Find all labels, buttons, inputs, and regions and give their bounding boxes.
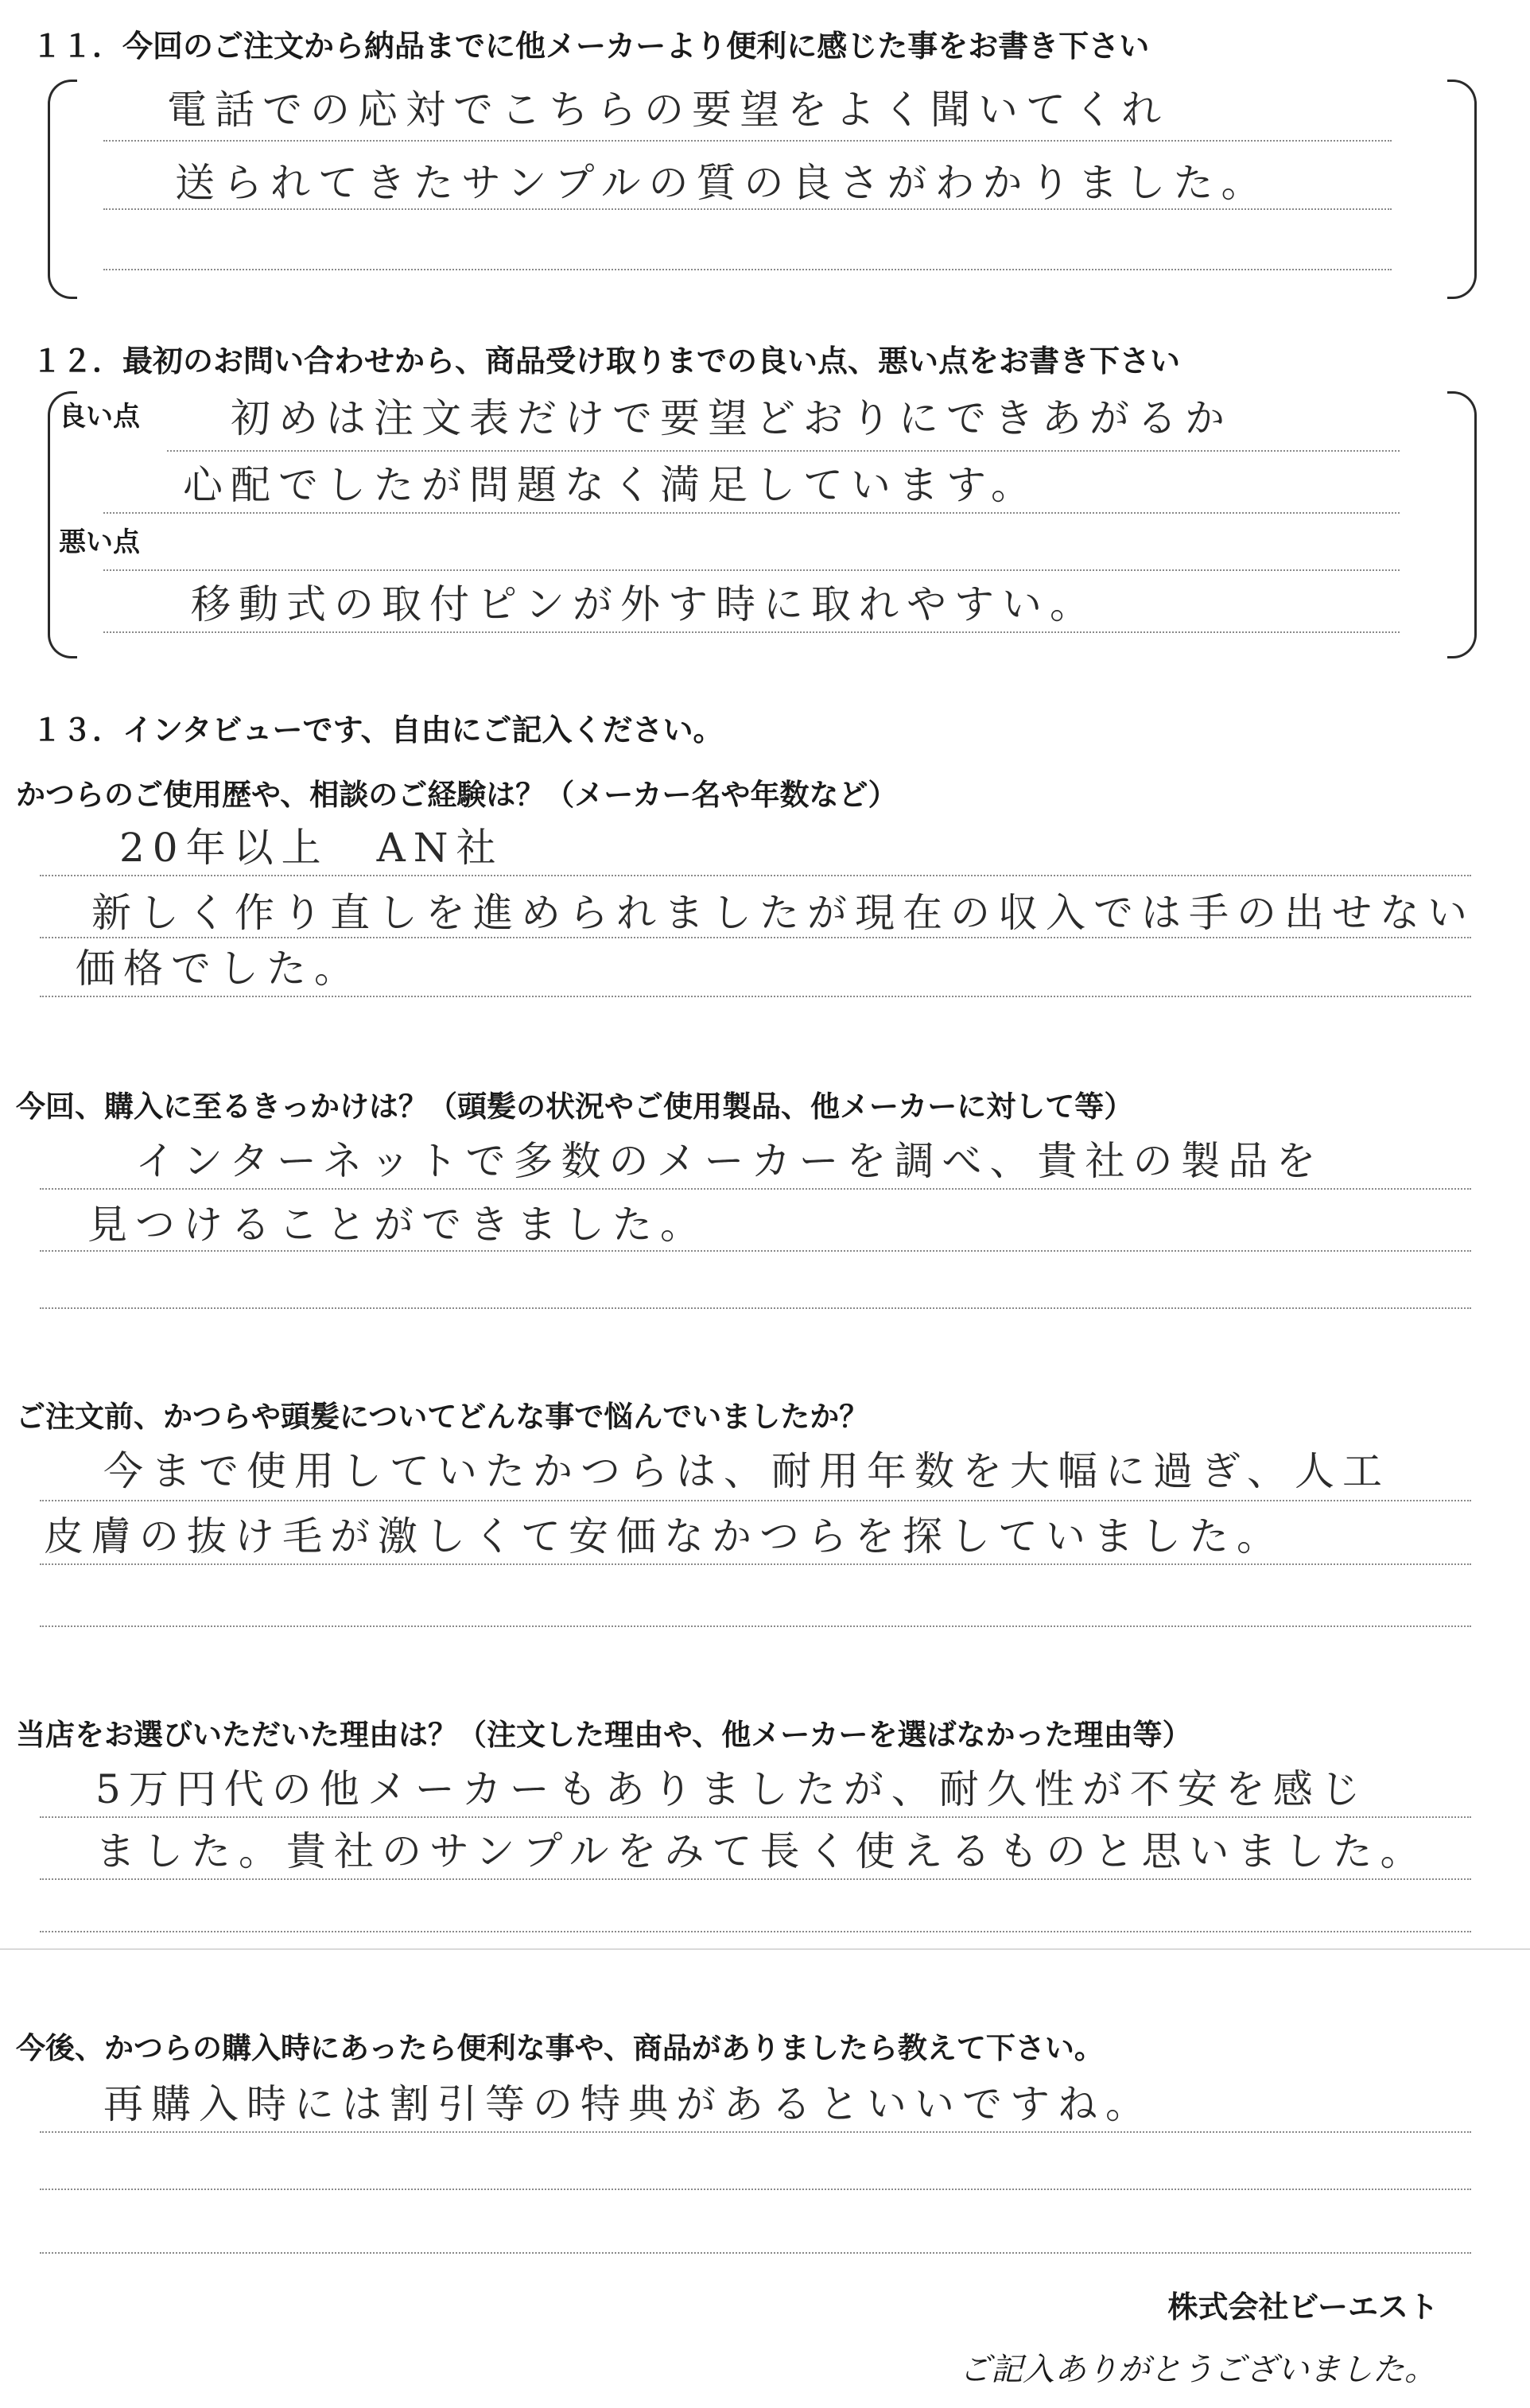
q12-bad-answer-line-1: 移動式の取付ピンが外す時に取れやすい。 [191,581,1097,627]
q12-bad-label: 悪い点 [59,526,140,558]
worry-answer-line-2: 皮膚の抜け毛が激しくて安価なかつらを探していました。 [44,1513,1284,1559]
rule [40,2252,1471,2254]
rule [40,875,1471,876]
rule [40,2189,1471,2190]
trigger-answer-line-1: インターネットで多数のメーカーを調べ、貴社の製品を [135,1138,1324,1184]
rule [40,2131,1471,2133]
q11-bracket-right [1447,80,1477,299]
reason-answer-line-2: ました。貴社のサンプルをみて長く使えるものと思いました。 [95,1828,1428,1874]
history-answer-line-1: 20年以上 AN社 [119,825,504,871]
rule [40,1878,1471,1880]
rule [103,208,1392,210]
trigger-answer-line-2: 見つけることができました。 [87,1202,708,1248]
future-answer-line-1: 再購入時には割引等の特典があるといいですね。 [103,2081,1153,2127]
rule [40,1931,1471,1932]
rule [103,140,1392,142]
rule [40,937,1471,938]
trigger-question: 今回、購入に至るきっかけは？（頭髪の状況やご使用製品、他メーカーに対して等） [16,1089,1134,1124]
reason-question: 当店をお選びいただいた理由は？（注文した理由や、他メーカーを選ばなかった理由等） [16,1718,1192,1752]
rule [103,569,1400,571]
worry-question: ご注文前、かつらや頭髪についてどんな事で悩んでいましたか？ [16,1400,869,1434]
q11-bracket-left [48,80,77,299]
q11-heading: １１．今回のご注文から納品までに他メーカーより便利に感じた事をお書き下さい [32,29,1150,64]
rule [40,1563,1471,1565]
history-question: かつらのご使用歴や、相談のご経験は？（メーカー名や年数など） [16,778,898,812]
q12-good-label: 良い点 [59,401,140,433]
q11-answer-line-1: 電話での応対でこちらの要望をよく聞いてくれ [167,87,1169,133]
q13-heading: １３．インタビューです、自由にご記入ください。 [32,713,724,748]
rule [103,512,1400,514]
rule [167,450,1400,452]
thanks-message: ご記入ありがとうございました。 [959,2352,1436,2388]
rule [40,1625,1471,1627]
q11-answer-line-2: 送られてきたサンプルの質の良さがわかりました。 [175,160,1269,206]
rule [40,1250,1471,1252]
rule [40,996,1471,997]
future-question: 今後、かつらの購入時にあったら便利な事や、商品がありましたら教えて下さい。 [16,2031,1104,2065]
q12-good-answer-line-2: 心配でしたが問題なく満足しています。 [183,462,1039,508]
reason-answer-line-1: 5万円代の他メーカーもありましたが、耐久性が不安を感じ [95,1766,1369,1812]
history-answer-line-3: 価格でした。 [76,946,362,992]
q12-good-answer-line-1: 初めは注文表だけで要望どおりにできあがるか [231,395,1233,441]
rule [40,1500,1471,1501]
rule [40,1307,1471,1309]
rule [40,1816,1471,1818]
q12-heading: １２．最初のお問い合わせから、商品受け取りまでの良い点、悪い点をお書き下さい [32,344,1181,379]
paper-fold-line [0,1948,1530,1950]
rule [103,269,1392,270]
q12-bracket-right [1447,391,1477,658]
company-name: 株式会社ビーエスト [1167,2290,1439,2324]
history-answer-line-2: 新しく作り直しを進められましたが現在の収入では手の出せない [91,890,1475,936]
rule [103,631,1400,633]
worry-answer-line-1: 今まで使用していたかつらは、耐用年数を大幅に過ぎ、人工 [103,1448,1390,1494]
rule [40,1188,1471,1190]
